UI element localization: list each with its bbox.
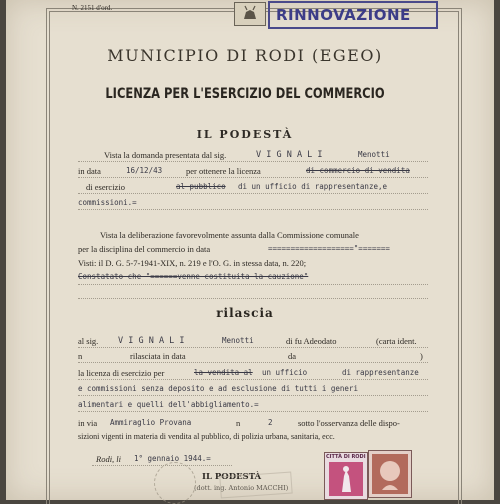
document-title: LICENZA PER L'ESERCIZIO DEL COMMERCIO bbox=[105, 86, 385, 102]
renewal-stamp: RINNOVAZIONE bbox=[268, 1, 438, 29]
text-line: rilasciata in data bbox=[130, 351, 186, 361]
text-line: di esercizio bbox=[86, 182, 125, 192]
text-line: n bbox=[78, 351, 83, 361]
text-line: sizioni vigenti in materia di vendita al pubblico, di polizia urbana, sanitaria, ecc. bbox=[78, 432, 335, 441]
rule bbox=[78, 284, 428, 285]
rule bbox=[78, 379, 428, 380]
podesta-signature-label: IL PODESTÀ bbox=[202, 472, 262, 482]
text-line: sotto l'osservanza delle dispo- bbox=[298, 418, 400, 428]
struck-text: al pubblico bbox=[176, 182, 226, 191]
licensee-name: V I G N A L I bbox=[118, 336, 185, 346]
typed-text: di rappresentanze bbox=[342, 368, 419, 377]
text-line: Vista la deliberazione favorevolmente assunta dalla Commissione comunale bbox=[100, 230, 359, 240]
typed-text: di un ufficio di rappresentanze,e bbox=[238, 182, 388, 191]
text-line: (carta ident. bbox=[376, 336, 417, 346]
text-line: in data bbox=[78, 166, 101, 176]
text-line: in via bbox=[78, 418, 98, 428]
licensee-first-name: Menotti bbox=[222, 336, 254, 345]
rule bbox=[78, 395, 428, 396]
rule bbox=[78, 411, 428, 412]
signer-name: (dott. ing. Antonio MACCHI) bbox=[194, 484, 289, 492]
request-date: 16/12/43 bbox=[126, 166, 163, 175]
text-line: al sig. bbox=[78, 336, 99, 346]
text-line: la licenza di esercizio per bbox=[78, 368, 165, 378]
street-number: 2 bbox=[268, 418, 273, 427]
struck-text: la vendita al bbox=[194, 368, 253, 377]
rule bbox=[78, 362, 428, 363]
typed-text: ==================="======= bbox=[268, 244, 390, 253]
text-line: Visti: il D. G. 5-7-1941-XIX, n. 219 e l'O. G. in stessa data, n. 220; bbox=[78, 258, 307, 268]
rilascia-heading: rilascia bbox=[216, 306, 274, 320]
portrait-icon bbox=[372, 454, 408, 494]
revenue-stamp-1: CITTÀ DI RODI bbox=[324, 452, 368, 500]
order-number: N. 2151 d'ord. bbox=[72, 4, 113, 12]
figure-icon bbox=[329, 462, 363, 496]
applicant-name: V I G N A L I bbox=[256, 150, 323, 160]
rule bbox=[78, 209, 428, 210]
father-name: di fu Adeodato bbox=[286, 336, 337, 346]
typed-text: un ufficio bbox=[262, 368, 308, 377]
rhodes-crest-icon bbox=[234, 2, 266, 26]
text-line: da bbox=[288, 351, 297, 361]
seal-icon bbox=[154, 462, 196, 504]
issue-date: 1° gennaio 1944.= bbox=[134, 454, 211, 463]
podesta-heading: IL PODESTÀ bbox=[196, 128, 294, 141]
typed-text: alimentari e quelli dell'abbigliamento.= bbox=[78, 400, 259, 409]
street-name: Ammiraglio Provana bbox=[110, 418, 192, 427]
rule bbox=[78, 347, 428, 348]
revenue-stamp-2 bbox=[368, 450, 412, 498]
text-line: per la disciplina del commercio in data bbox=[78, 244, 211, 254]
rule bbox=[78, 161, 428, 162]
typed-text: commissioni.= bbox=[78, 198, 137, 207]
struck-text: Constatato che "======venne costituita la cauzione" bbox=[78, 272, 309, 281]
rule bbox=[78, 193, 428, 194]
page-border bbox=[46, 8, 462, 504]
municipio-heading: MUNICIPIO DI RODI (EGEO) bbox=[107, 46, 383, 65]
struck-text: di commercio di vendita bbox=[306, 166, 410, 175]
applicant-first-name: Menotti bbox=[358, 150, 390, 159]
text-line: ) bbox=[420, 351, 423, 361]
rule bbox=[78, 298, 428, 299]
license-document bbox=[6, 0, 494, 500]
typed-text: e commissioni senza deposito e ad esclusione di tutti i generi bbox=[78, 384, 358, 393]
text-line: per ottenere la licenza bbox=[186, 166, 261, 176]
text-line: Vista la domanda presentata dal sig. bbox=[104, 150, 227, 160]
place-label: Rodi, li bbox=[96, 454, 122, 464]
text-line: n bbox=[236, 418, 241, 428]
rule bbox=[78, 177, 428, 178]
